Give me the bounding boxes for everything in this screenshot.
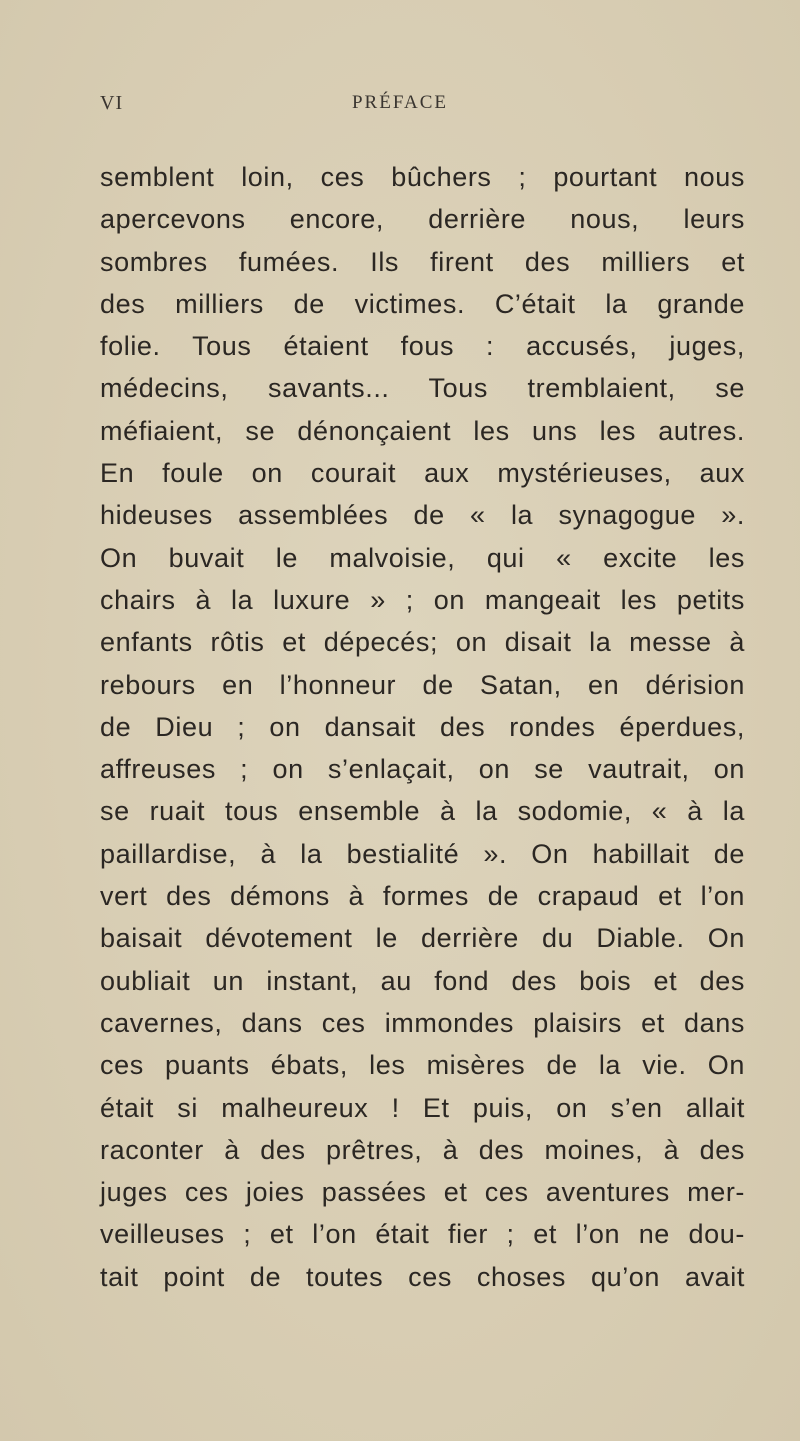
text-line: rebours en l’honneur de Satan, en dérision xyxy=(100,669,745,700)
text-line: En foule on courait aux mystérieuses, aux xyxy=(100,458,745,489)
text-line: tait point de toutes ces choses qu’on avait xyxy=(100,1261,745,1292)
text-line: paillardise, à la bestialité ». On habillait de xyxy=(100,838,745,869)
text-line: folie. Tous étaient fous : accusés, juges, xyxy=(100,331,745,362)
text-line: vert des démons à formes de crapaud et l’on xyxy=(100,881,745,912)
text-line: était si malheureux ! Et puis, on s’en allait xyxy=(100,1092,745,1123)
text-line: apercevons encore, derrière nous, leurs xyxy=(100,204,745,235)
text-line: enfants rôtis et dépecés; on disait la messe à xyxy=(100,627,745,658)
text-line: chairs à la luxure » ; on mangeait les petits xyxy=(100,584,745,615)
running-title: PRÉFACE xyxy=(351,92,448,113)
text-line: méfiaient, se dénonçaient les uns les autres. xyxy=(100,415,745,446)
text-line: juges ces joies passées et ces aventures mer- xyxy=(100,1177,745,1208)
text-line: oubliait un instant, au fond des bois et des xyxy=(100,965,745,996)
text-line: de Dieu ; on dansait des rondes éperdues, xyxy=(100,711,745,742)
text-line: sombres fumées. Ils firent des milliers et xyxy=(100,246,745,277)
text-line: médecins, savants... Tous tremblaient, se xyxy=(100,373,745,404)
text-line: On buvait le malvoisie, qui « excite les xyxy=(100,542,745,573)
body-text xyxy=(100,156,745,1298)
text-line: veilleuses ; et l’on était fier ; et l’on ne dou- xyxy=(100,1219,745,1250)
running-head xyxy=(0,92,800,122)
text-line: semblent loin, ces bûchers ; pourtant nous xyxy=(100,162,745,192)
text-line: se ruait tous ensemble à la sodomie, « à la xyxy=(100,796,745,827)
text-line: ces puants ébats, les misères de la vie. On xyxy=(100,1050,745,1081)
text-line: affreuses ; on s’enlaçait, on se vautrait, on xyxy=(100,754,745,785)
text-line: raconter à des prêtres, à des moines, à des xyxy=(100,1134,745,1165)
text-line: des milliers de victimes. C’était la grande xyxy=(100,288,745,319)
text-line: baisait dévotement le derrière du Diable. On xyxy=(100,923,745,954)
page-number: VI xyxy=(100,92,124,114)
text-line: hideuses assemblées de « la synagogue ». xyxy=(100,500,745,531)
text-line: cavernes, dans ces immondes plaisirs et dans xyxy=(100,1007,745,1038)
